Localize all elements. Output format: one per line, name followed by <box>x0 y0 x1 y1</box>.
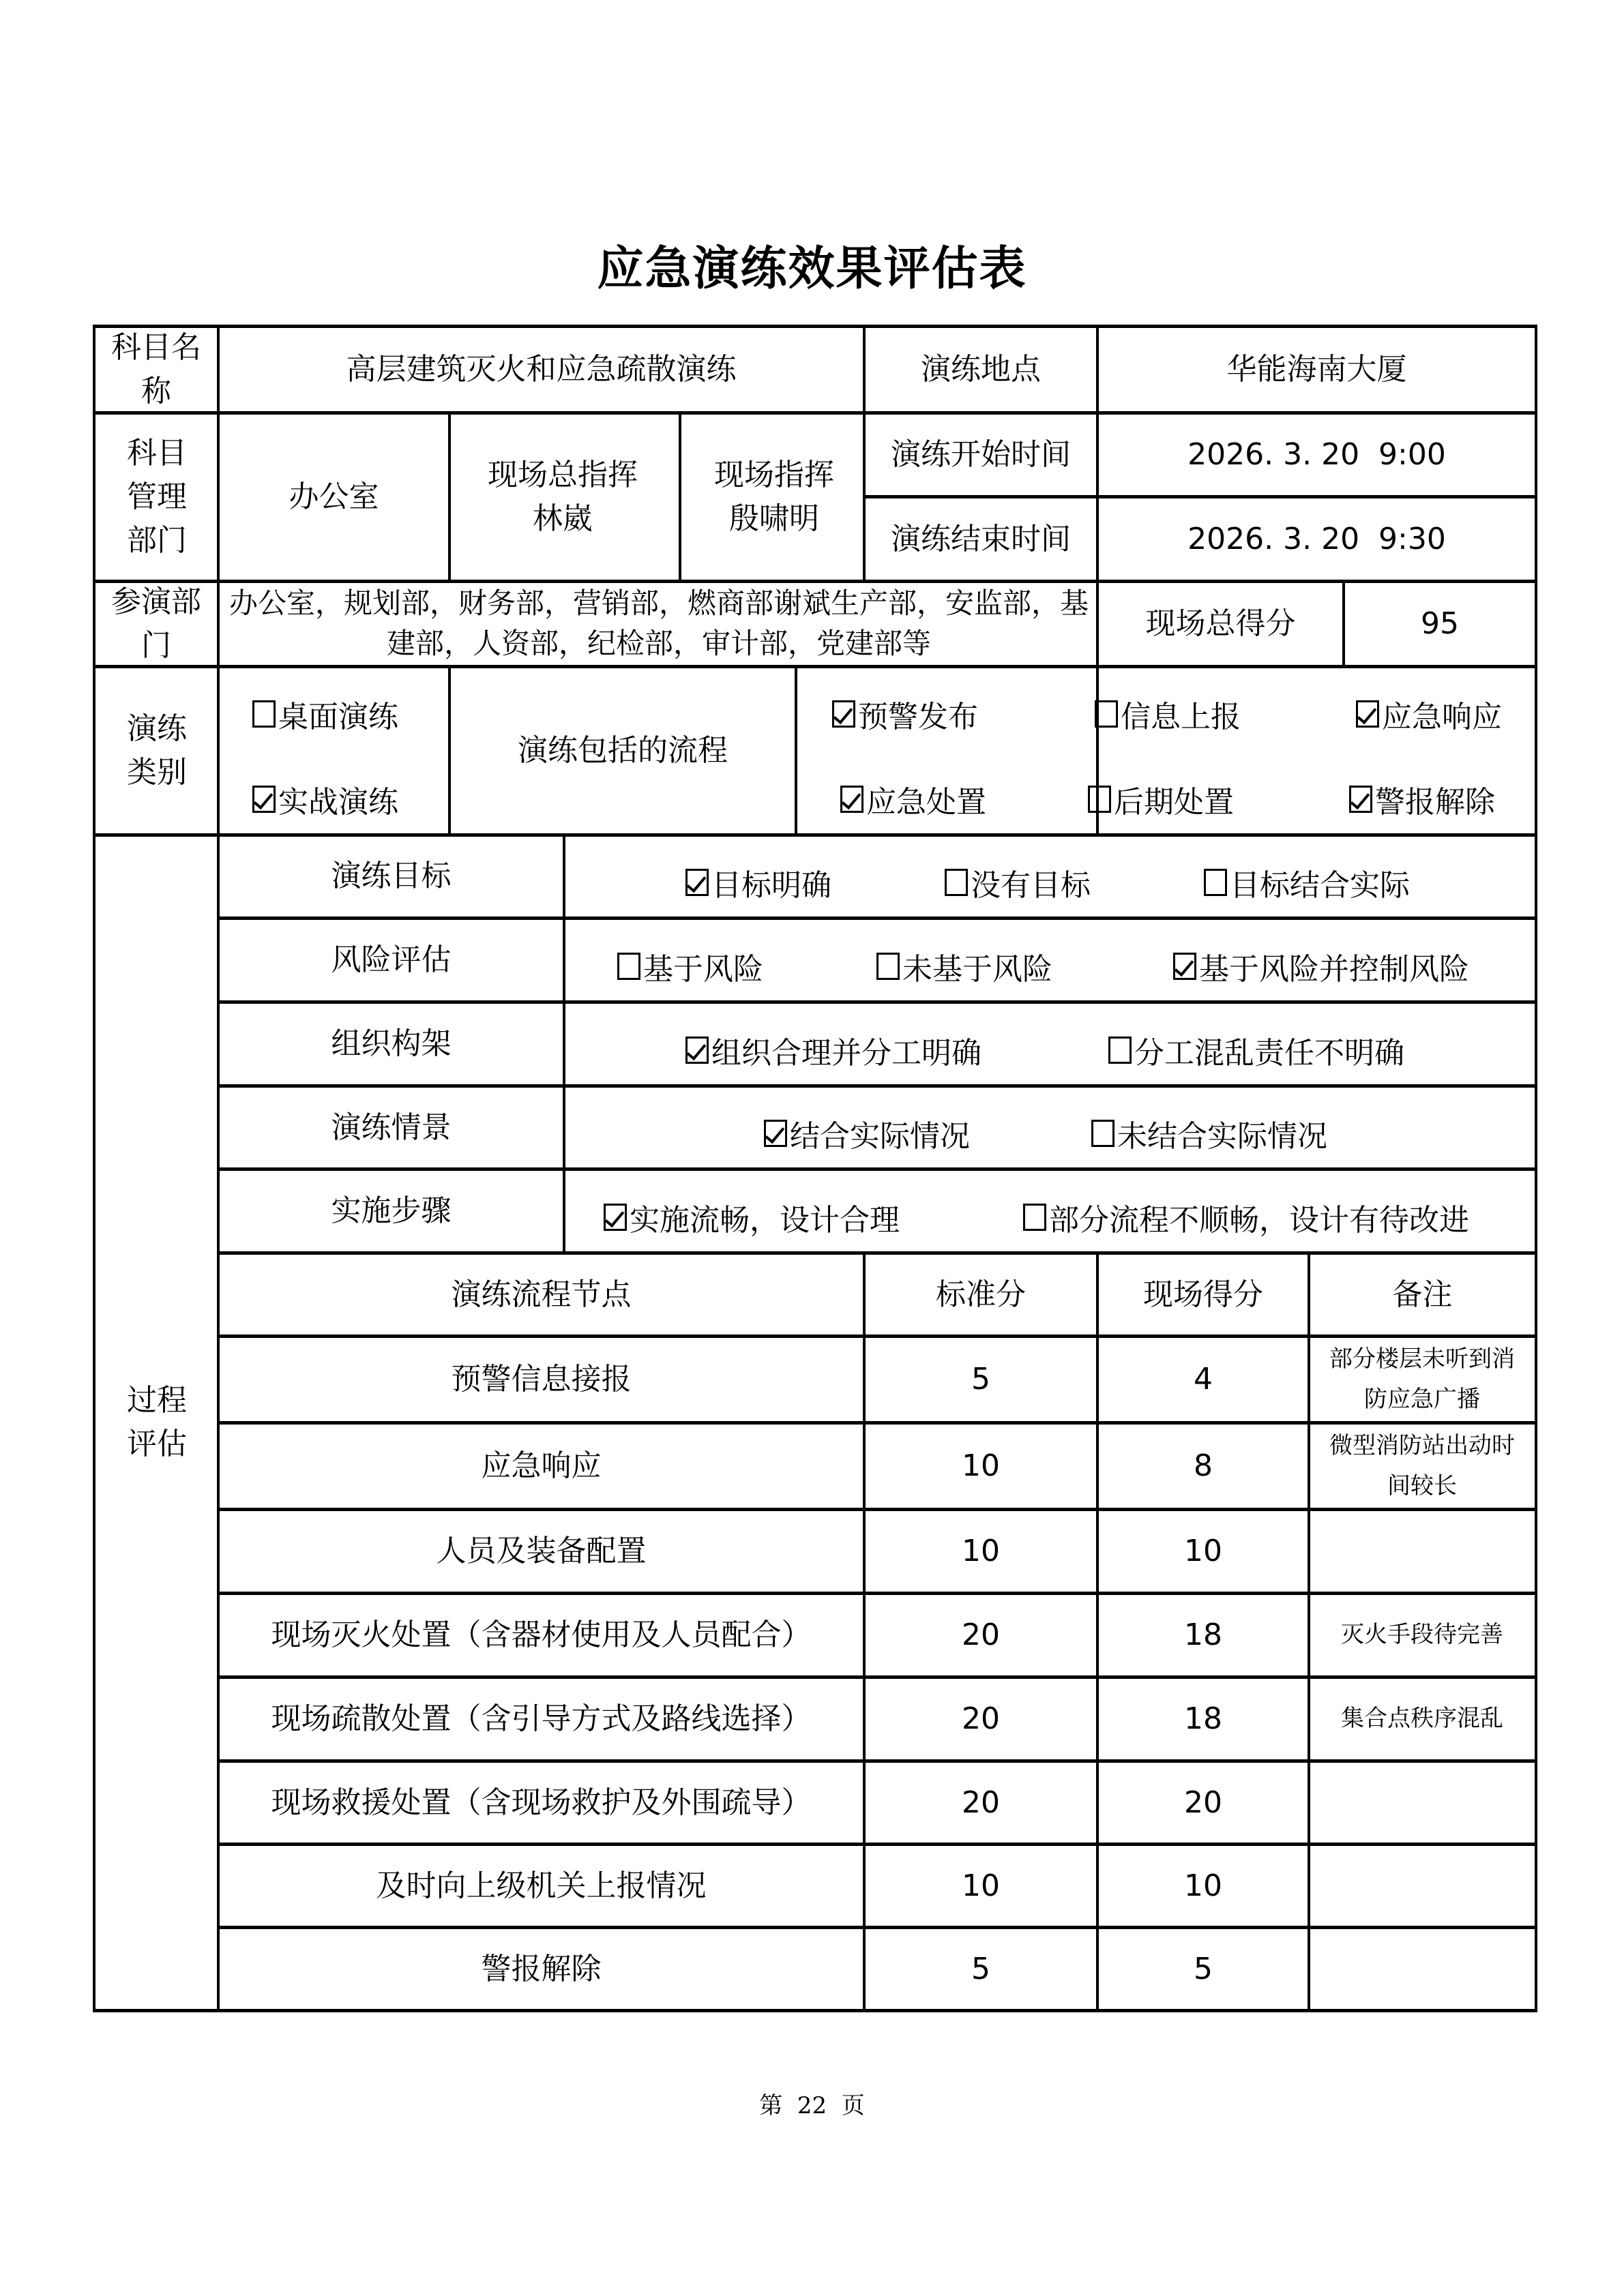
header-remark: 备注 <box>1392 1277 1453 1312</box>
start-time-label: 演练开始时间 <box>891 437 1071 473</box>
risk-option-not-based[interactable]: 未基于风险 <box>876 944 1052 988</box>
header-score: 现场得分 <box>1143 1277 1263 1312</box>
node-standard: 5 <box>971 1362 990 1397</box>
checkbox-checked-icon <box>685 1037 709 1064</box>
start-time-value: 2026. 3. 20 9:00 <box>1187 437 1446 473</box>
scenario-option-impractical[interactable]: 未结合实际情况 <box>1091 1112 1327 1155</box>
node-standard: 10 <box>962 1534 1000 1569</box>
type-option-live[interactable]: 实战演练 <box>252 777 398 821</box>
node-standard: 20 <box>962 1701 1000 1737</box>
total-score-label: 现场总得分 <box>1145 606 1296 642</box>
goal-option-none[interactable]: 没有目标 <box>945 861 1091 904</box>
management-dept-value: 办公室 <box>289 479 379 515</box>
process-option-warning[interactable]: 预警发布 <box>832 692 978 736</box>
node-name: 应急响应 <box>481 1448 602 1484</box>
criterion-name: 组织构架 <box>331 1026 452 1062</box>
process-option-report[interactable]: 信息上报 <box>1095 692 1241 736</box>
node-name: 及时向上级机关上报情况 <box>376 1868 707 1903</box>
node-remark: 集合点秩序混乱 <box>1341 1705 1503 1733</box>
process-label: 演练包括的流程 <box>518 733 728 769</box>
node-remark: 灭火手段待完善 <box>1341 1621 1503 1649</box>
risk-option-controlled[interactable]: 基于风险并控制风险 <box>1173 944 1469 988</box>
process-option-response[interactable]: 应急响应 <box>1356 692 1502 736</box>
header-node: 演练流程节点 <box>451 1277 632 1312</box>
type-option-tabletop[interactable]: 桌面演练 <box>252 692 398 736</box>
org-option-reasonable[interactable]: 组织合理并分工明确 <box>685 1028 981 1072</box>
chief-commander: 现场总指挥林崴 <box>488 458 638 536</box>
node-standard: 20 <box>962 1617 1000 1653</box>
checkbox-checked-icon <box>604 1204 627 1231</box>
node-score: 4 <box>1194 1362 1213 1397</box>
steps-option-smooth[interactable]: 实施流畅，设计合理 <box>604 1195 900 1239</box>
end-time-value: 2026. 3. 20 9:30 <box>1187 522 1446 557</box>
criterion-name: 演练情景 <box>331 1109 452 1145</box>
header-standard: 标准分 <box>936 1277 1026 1312</box>
checkbox-icon <box>1095 700 1118 728</box>
node-remark <box>1320 1511 1524 1592</box>
checkbox-icon <box>1088 786 1111 813</box>
total-score-value: 95 <box>1421 606 1459 642</box>
node-score: 8 <box>1194 1448 1213 1484</box>
checkbox-icon <box>876 953 900 980</box>
location-value: 华能海南大厦 <box>1226 352 1407 387</box>
node-remark <box>1320 1763 1524 1843</box>
node-name: 现场救援处置（含现场救护及外围疏导） <box>271 1785 812 1820</box>
participants-value: 办公室，规划部，财务部，营销部，燃商部谢斌生产部，安监部，基建部，人资部，纪检部，审计部，党建部等 <box>228 586 1089 660</box>
node-remark: 部分楼层未听到消防应急广播 <box>1329 1345 1515 1413</box>
page-number: 第 22 页 <box>759 2092 865 2119</box>
location-label: 演练地点 <box>921 352 1041 387</box>
process-option-handling[interactable]: 应急处置 <box>840 777 986 821</box>
node-score: 18 <box>1184 1617 1222 1653</box>
goal-option-practical[interactable]: 目标结合实际 <box>1204 861 1410 904</box>
checkbox-checked-icon <box>1173 953 1196 980</box>
node-name: 警报解除 <box>481 1951 602 1986</box>
process-option-alarm-clear[interactable]: 警报解除 <box>1349 777 1495 821</box>
node-remark <box>1320 1929 1524 2009</box>
checkbox-icon <box>1108 1037 1132 1064</box>
checkbox-icon <box>945 869 968 896</box>
node-name: 预警信息接报 <box>451 1362 632 1397</box>
end-time-label: 演练结束时间 <box>891 522 1071 557</box>
page-title: 应急演练效果评估表 <box>597 242 1027 296</box>
checkbox-icon <box>617 953 640 980</box>
node-score: 10 <box>1184 1534 1222 1569</box>
node-name: 现场疏散处置（含引导方式及路线选择） <box>271 1701 812 1737</box>
steps-option-needs-improvement[interactable]: 部分流程不顺畅，设计有待改进 <box>1023 1195 1469 1239</box>
subject-name-label: 科目名称 <box>111 330 201 408</box>
checkbox-checked-icon <box>840 786 863 813</box>
scenario-option-practical[interactable]: 结合实际情况 <box>764 1112 970 1155</box>
checkbox-icon <box>1204 869 1227 896</box>
node-remark: 微型消防站出动时间较长 <box>1329 1431 1515 1500</box>
node-score: 18 <box>1184 1701 1222 1737</box>
node-score: 5 <box>1194 1951 1213 1986</box>
checkbox-checked-icon <box>1349 786 1372 813</box>
node-standard: 10 <box>962 1868 1000 1903</box>
node-standard: 20 <box>962 1785 1000 1820</box>
node-name: 人员及装备配置 <box>436 1534 647 1569</box>
node-score: 20 <box>1184 1785 1222 1820</box>
risk-option-based[interactable]: 基于风险 <box>617 944 763 988</box>
management-dept-label: 科目管理部门 <box>127 436 187 558</box>
criterion-name: 风险评估 <box>331 942 452 978</box>
process-evaluation-label: 过程评估 <box>127 1383 187 1461</box>
field-commander: 现场指挥殷啸明 <box>714 458 834 536</box>
node-standard: 5 <box>971 1951 990 1986</box>
drill-type-label: 演练类别 <box>127 711 187 790</box>
node-standard: 10 <box>962 1448 1000 1484</box>
checkbox-icon <box>252 700 276 728</box>
node-score: 10 <box>1184 1868 1222 1903</box>
subject-name-value: 高层建筑灭火和应急疏散演练 <box>346 352 737 387</box>
node-name: 现场灭火处置（含器材使用及人员配合） <box>271 1617 812 1653</box>
checkbox-checked-icon <box>764 1120 787 1147</box>
checkbox-checked-icon <box>252 786 276 813</box>
org-option-chaotic[interactable]: 分工混乱责任不明确 <box>1108 1028 1404 1072</box>
checkbox-icon <box>1023 1204 1046 1231</box>
criterion-name: 演练目标 <box>331 859 452 894</box>
checkbox-icon <box>1091 1120 1114 1147</box>
goal-option-clear[interactable]: 目标明确 <box>685 861 831 904</box>
checkbox-checked-icon <box>1356 700 1379 728</box>
node-remark <box>1320 1846 1524 1926</box>
checkbox-checked-icon <box>685 869 709 896</box>
criterion-name: 实施步骤 <box>331 1193 452 1229</box>
participants-label: 参演部门 <box>111 584 201 663</box>
process-option-aftermath[interactable]: 后期处置 <box>1088 777 1234 821</box>
checkbox-checked-icon <box>832 700 855 728</box>
